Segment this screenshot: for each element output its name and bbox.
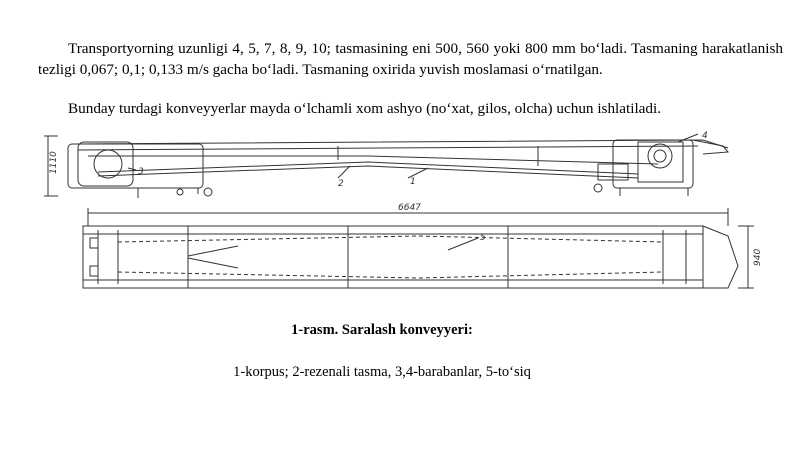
dimension-width: 940 bbox=[753, 248, 763, 266]
figure-label-4: 4 bbox=[702, 131, 708, 141]
figure-caption-title: 1-rasm. Saralash konveyyeri: bbox=[291, 322, 473, 338]
figure-label-2: 2 bbox=[338, 179, 344, 189]
figure-label-5: 5 bbox=[480, 233, 486, 243]
figure-label-1: 1 bbox=[410, 177, 416, 187]
dimension-height: 1110 bbox=[49, 151, 59, 174]
usage-paragraph: Bunday turdagi konveyyerlar mayda o‘lchamli xom ashyo (no‘xat, gilos, olcha) uchun ishlatiladi. bbox=[68, 100, 662, 117]
description-paragraph: Transportyorning uzunligi 4, 5, 7, 8, 9, 10; tasmasining eni 500, 560 yoki 800 mm bo‘ladi. Tasmaning harakatlanish tezligi 0,067; 0,1; 0,133 m/s gacha bo‘ladi. Tasmaning oxirida yuvish moslamasi o‘rnatilgan. bbox=[38, 40, 783, 78]
conveyor-drawing bbox=[38, 126, 783, 296]
dimension-length: 6647 bbox=[398, 203, 421, 213]
figure-label-3: 3 bbox=[138, 167, 144, 177]
figure-caption-legend: 1-korpus; 2-rezenali tasma, 3,4-barabanlar, 5-to‘siq bbox=[233, 364, 531, 380]
